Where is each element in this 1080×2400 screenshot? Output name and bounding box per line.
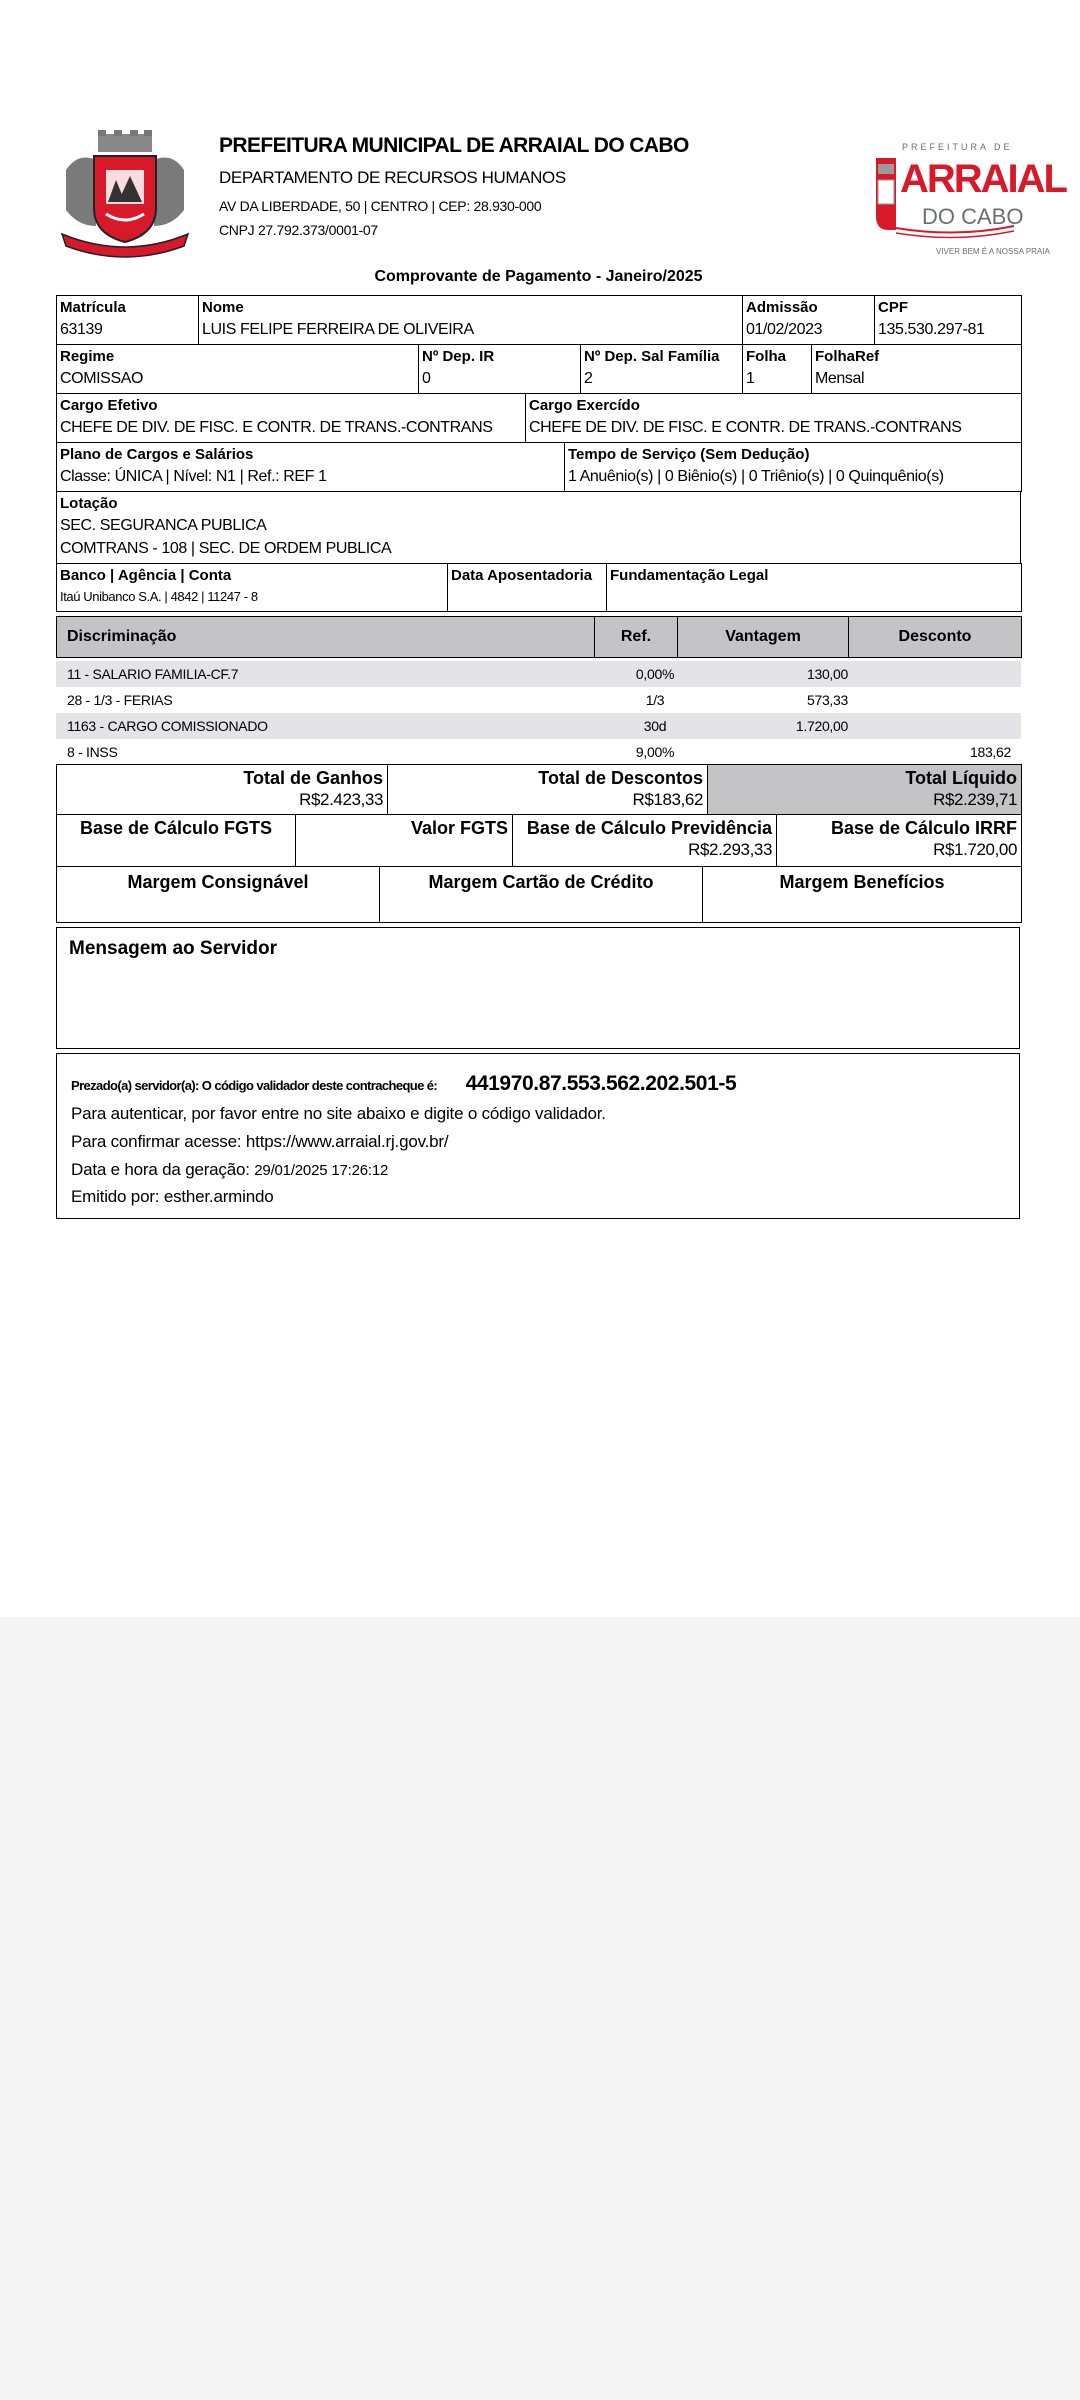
row-desconto xyxy=(848,687,1021,713)
total-liquido-value: R$2.239,71 xyxy=(933,790,1017,809)
folharef-cell xyxy=(812,345,1022,394)
row-desc: 28 - 1/3 - FERIAS xyxy=(67,692,173,708)
row-vantagem: 1.720,00 xyxy=(790,713,848,739)
dep-ir-value: 0 xyxy=(422,370,431,387)
regime-row xyxy=(56,344,1022,394)
fgts-base-cell xyxy=(57,815,296,867)
cpf-value: 135.530.297-81 xyxy=(878,321,985,338)
table-row xyxy=(56,687,1021,713)
prev-base-value: R$2.293,33 xyxy=(688,840,772,859)
regime-cell xyxy=(57,345,419,394)
validador-line xyxy=(71,1072,736,1096)
total-descontos-label: Total de Descontos xyxy=(538,768,703,788)
nome-label: Nome xyxy=(202,299,244,316)
fundamentacao-label: Fundamentação Legal xyxy=(610,567,769,584)
row-ref: 1/3 xyxy=(645,692,665,708)
org-name: PREFEITURA MUNICIPAL DE ARRAIAL DO CABO xyxy=(219,134,689,157)
logo-small-text: PREFEITURA DE xyxy=(902,142,1013,152)
margem-consignavel-cell xyxy=(57,867,380,923)
matricula-value: 63139 xyxy=(60,321,103,338)
row-desconto xyxy=(848,661,1021,687)
logo-sub-text: DO CABO xyxy=(922,204,1024,229)
total-ganhos-value: R$2.423,33 xyxy=(299,790,383,809)
regime-value: COMISSAO xyxy=(60,370,144,387)
aposentadoria-cell xyxy=(448,564,607,612)
validador-prefix: Prezado(a) servidor(a): O código validador deste contracheque é: xyxy=(71,1078,438,1093)
total-ganhos-label: Total de Ganhos xyxy=(243,768,383,788)
margem-cartao-cell xyxy=(380,867,703,923)
prev-base-cell xyxy=(513,815,777,867)
tempo-cell xyxy=(565,443,1022,492)
dep-sal-value: 2 xyxy=(584,370,593,387)
admissao-value: 01/02/2023 xyxy=(746,321,823,338)
tempo-value: 1 Anuênio(s) | 0 Biênio(s) | 0 Triênio(s) | 0 Quinquênio(s) xyxy=(568,468,944,485)
cargo-exercido-value: CHEFE DE DIV. DE FISC. E CONTR. DE TRANS.-CONTRANS xyxy=(529,419,962,436)
payslip-content xyxy=(56,124,1066,1219)
folha-value: 1 xyxy=(746,370,755,387)
row-desconto: 183,62 xyxy=(969,744,1011,760)
validador-instruction-2: Para confirmar acesse: https://www.arraial.rj.gov.br/ xyxy=(71,1132,449,1151)
regime-label: Regime xyxy=(60,348,115,365)
row-desconto xyxy=(848,713,1021,739)
employee-id-row xyxy=(56,295,1022,345)
table-row xyxy=(56,713,1021,739)
total-liquido-label: Total Líquido xyxy=(905,768,1017,788)
plano-row xyxy=(56,442,1022,492)
mensagem-title: Mensagem ao Servidor xyxy=(69,938,278,959)
table-row xyxy=(56,661,1021,687)
admissao-label: Admissão xyxy=(746,299,818,316)
validador-code: 441970.87.553.562.202.501-5 xyxy=(465,1072,737,1095)
document-title: Comprovante de Pagamento - Janeiro/2025 xyxy=(374,268,703,285)
fundamentacao-cell xyxy=(607,564,1022,612)
lotacao-line-1: SEC. SEGURANCA PUBLICA xyxy=(60,517,267,534)
irrf-base-cell xyxy=(777,815,1022,867)
dep-ir-cell xyxy=(419,345,581,394)
banco-row xyxy=(56,563,1022,612)
row-ref: 0,00% xyxy=(594,661,790,687)
irrf-base-label: Base de Cálculo IRRF xyxy=(830,818,1017,838)
totals-row xyxy=(56,764,1022,815)
department-name: DEPARTAMENTO DE RECURSOS HUMANOS xyxy=(219,168,566,187)
banco-value: Itaú Unibanco S.A. | 4842 | 11247 - 8 xyxy=(60,589,258,604)
row-desc: 8 - INSS xyxy=(67,744,118,760)
admissao-cell xyxy=(743,296,875,345)
lotacao-row xyxy=(56,491,1021,564)
header xyxy=(56,124,1066,264)
emitted-by: Emitido por: esther.armindo xyxy=(71,1187,274,1206)
table-row xyxy=(56,739,1021,765)
folha-label: Folha xyxy=(746,348,786,365)
irrf-base-value: R$1.720,00 xyxy=(933,840,1017,859)
fgts-valor-cell xyxy=(296,815,513,867)
org-cnpj: CNPJ 27.792.373/0001-07 xyxy=(219,222,378,238)
cargo-exercido-label: Cargo Exercído xyxy=(529,397,640,414)
banco-cell xyxy=(57,564,448,612)
row-desc: 11 - SALARIO FAMILIA-CF.7 xyxy=(56,661,594,687)
aposentadoria-label: Data Aposentadoria xyxy=(451,567,593,584)
matricula-label: Matrícula xyxy=(60,299,126,316)
dep-sal-label: Nº Dep. Sal Família xyxy=(584,348,720,365)
col-desconto: Desconto xyxy=(849,617,1022,658)
total-descontos-value: R$183,62 xyxy=(632,790,703,809)
plano-cell xyxy=(57,443,565,492)
cargo-exercido-cell xyxy=(526,394,1022,443)
generation-label: Data e hora da geração: xyxy=(71,1160,250,1179)
margem-cartao-label: Margem Cartão de Crédito xyxy=(428,872,654,892)
col-discriminacao: Discriminação xyxy=(57,617,595,658)
city-logo xyxy=(866,136,1066,260)
lotacao-label: Lotação xyxy=(60,495,118,512)
cargo-efetivo-value: CHEFE DE DIV. DE FISC. E CONTR. DE TRANS.-CONTRANS xyxy=(60,419,493,436)
folharef-value: Mensal xyxy=(815,370,865,387)
cargo-row xyxy=(56,393,1022,443)
margem-beneficios-label: Margem Benefícios xyxy=(779,872,945,892)
row-vantagem: 130,00 xyxy=(790,661,848,687)
generation-datetime xyxy=(71,1160,388,1180)
validador-instruction-1: Para autenticar, por favor entre no site abaixo e digite o código validador. xyxy=(71,1104,606,1123)
logo-tagline: VIVER BEM É A NOSSA PRAIA xyxy=(936,247,1050,256)
margens-row xyxy=(56,866,1022,923)
lotacao-line-2: COMTRANS - 108 | SEC. DE ORDEM PUBLICA xyxy=(60,540,392,557)
prev-base-label: Base de Cálculo Previdência xyxy=(526,818,772,838)
fgts-base-label: Base de Cálculo FGTS xyxy=(79,818,273,838)
plano-label: Plano de Cargos e Salários xyxy=(60,446,254,463)
validador-box xyxy=(56,1053,1020,1219)
plano-value: Classe: ÚNICA | Nível: N1 | Ref.: REF 1 xyxy=(60,468,327,485)
bases-row xyxy=(56,814,1022,867)
generation-value: 29/01/2025 17:26:12 xyxy=(254,1162,389,1179)
total-liquido-cell xyxy=(708,765,1022,815)
margem-consignavel-label: Margem Consignável xyxy=(127,872,309,892)
banco-label: Banco | Agência | Conta xyxy=(60,567,232,584)
row-ref: 9,00% xyxy=(635,744,675,760)
coat-of-arms-icon xyxy=(58,130,192,260)
row-vantagem xyxy=(790,739,848,765)
row-desc: 1163 - CARGO COMISSIONADO xyxy=(56,713,594,739)
dep-ir-label: Nº Dep. IR xyxy=(422,348,495,365)
mensagem-box xyxy=(56,927,1020,1049)
dep-sal-cell xyxy=(581,345,743,394)
total-descontos-cell xyxy=(388,765,708,815)
discriminacao-rows xyxy=(56,661,1021,765)
folharef-label: FolhaRef xyxy=(815,348,880,365)
discriminacao-header xyxy=(56,616,1022,658)
row-ref: 30d xyxy=(594,713,790,739)
lotacao-cell xyxy=(57,492,1021,564)
logo-big-text: ARRAIAL xyxy=(900,157,1066,201)
margem-beneficios-cell xyxy=(703,867,1022,923)
tempo-label: Tempo de Serviço (Sem Dedução) xyxy=(568,446,810,463)
col-ref: Ref. xyxy=(595,617,678,658)
row-vantagem: 573,33 xyxy=(806,692,848,708)
matricula-cell xyxy=(57,296,199,345)
cpf-cell xyxy=(875,296,1022,345)
cpf-label: CPF xyxy=(878,299,908,316)
org-address: AV DA LIBERDADE, 50 | CENTRO | CEP: 28.930-000 xyxy=(219,198,542,214)
cargo-efetivo-label: Cargo Efetivo xyxy=(60,397,158,414)
nome-cell xyxy=(199,296,743,345)
cargo-efetivo-cell xyxy=(57,394,526,443)
folha-cell xyxy=(743,345,812,394)
fgts-valor-label: Valor FGTS xyxy=(410,818,508,838)
nome-value: LUIS FELIPE FERREIRA DE OLIVEIRA xyxy=(202,321,474,338)
col-vantagem: Vantagem xyxy=(678,617,849,658)
total-ganhos-cell xyxy=(57,765,388,815)
